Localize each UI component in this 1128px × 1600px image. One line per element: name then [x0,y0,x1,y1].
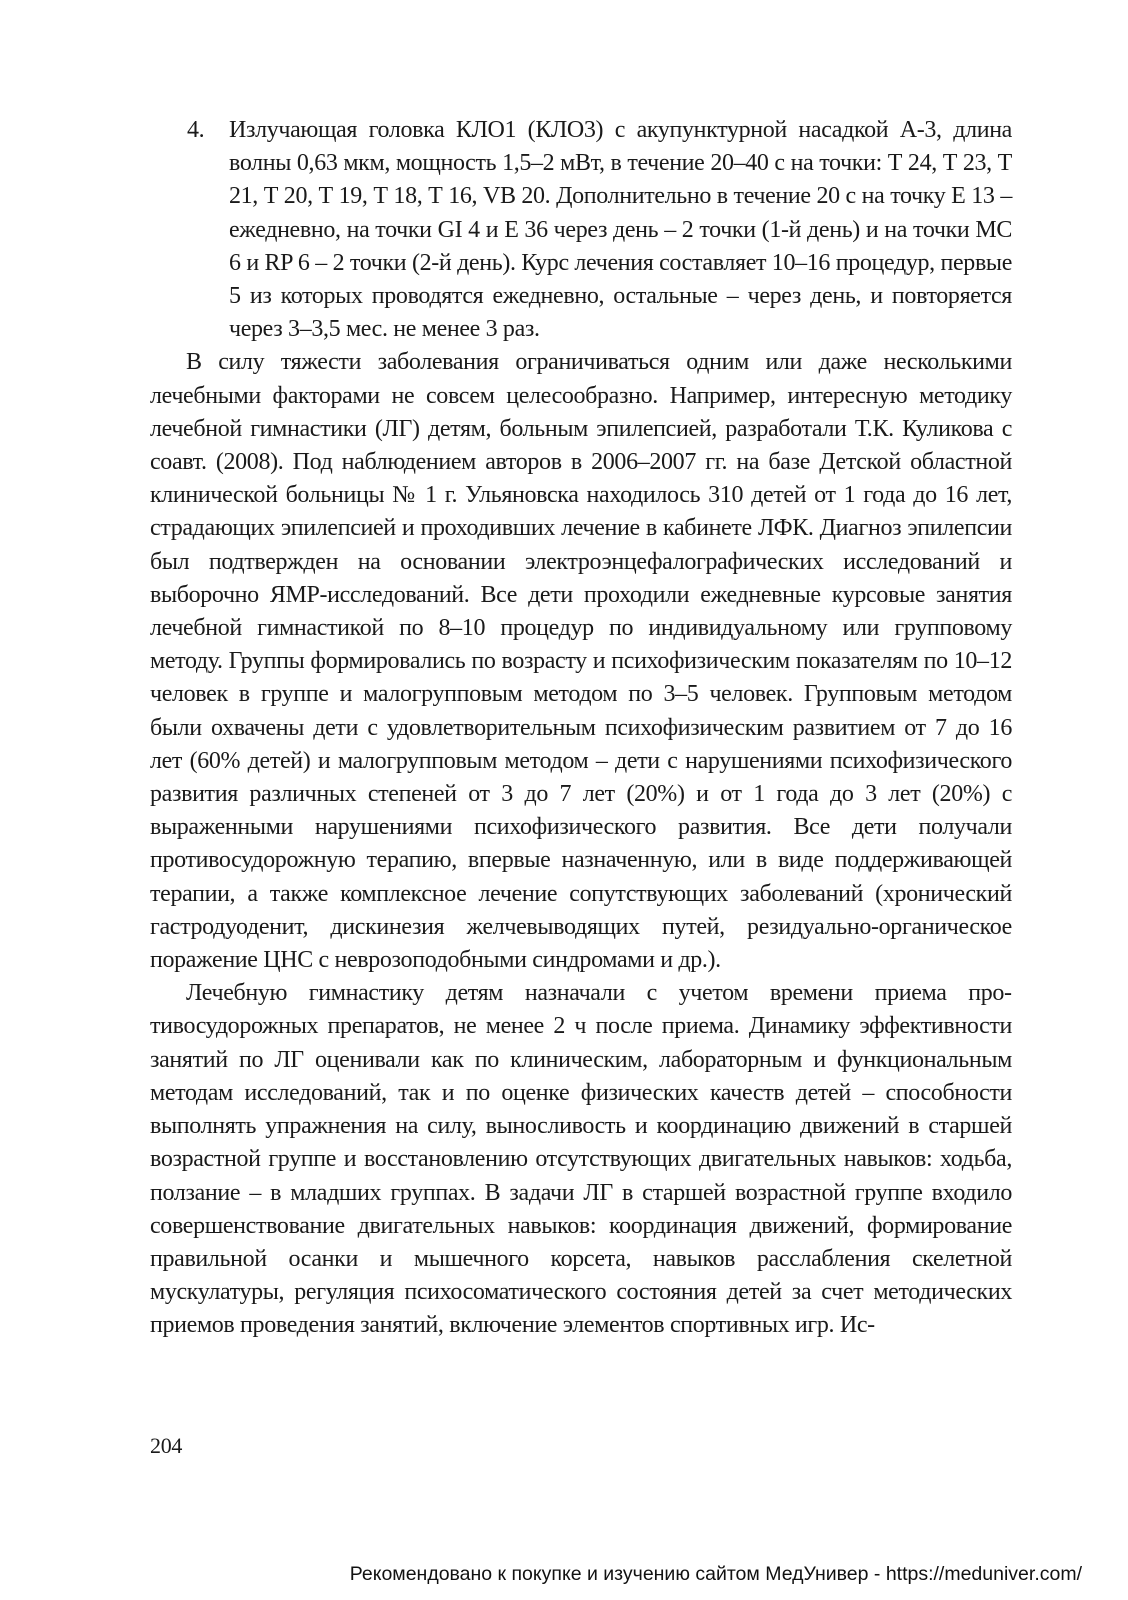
list-number: 4. [187,117,205,143]
page-body [150,114,1012,1343]
footer-recommendation: Рекомендовано к покупке и изучению сайтом МедУнивер - https://meduniver.com/ [349,1563,1082,1585]
list-item-text: Излучающая головка КЛО1 (КЛО3) с акупунктурной насадкой А-3, длина волны 0,63 мкм, мощность 1,5–2 мВт, в течение 20–40 с на точки: Т 24, Т 23, Т 21, Т 20, Т 19, Т 18, Т 16, VB 20. Дополнительно в течение 20 с на точку Е 13 – ежедневно, на точки GI 4 и Е 36 через день – 2 точки (1-й день) и на точки МС 6 и RP 6 – 2 точки (2-й день). Курс лечения составляет 10–16 процедур, первые 5 из которых проводятся ежедневно, остальные – через день, и повторяется через 3–3,5 мес. не менее 3 раз. [229,117,1012,343]
paragraph-2: Лечебную гимнастику детям назначали с учетом времени приема противосудорожных препаратов, не менее 2 ч после приема. Динамику эффективности занятий по ЛГ оценивали как по клиническим, лабораторным и функциональным методам исследований, так и по оценке физических качеств детей – способности выполнять упражнения на силу, выносливость и координацию движений в старшей возрастной группе и восстановлению отсутствующих двигательных навыков: ходьба, ползание – в младших группах. В задачи ЛГ в старшей возрастной группе входило совершенствование двигательных навыков: координация движений, формирование правильной осанки и мышечного корсета, навыков расслабления скелетной мускулатуры, регуляция психосоматического состояния детей за счет методических приемов проведения занятий, включение элементов спортивных игр. Ис- [150,980,1012,1339]
list-item [187,114,1012,346]
page-number: 204 [150,1433,183,1458]
paragraph-1: В силу тяжести заболевания ограничиваться одним или даже несколькими лечебными факторами не совсем целесообразно. Например, интересную методику лечебной гимнастики (ЛГ) детям, больным эпилепсией, разработали Т.К. Куликова с соавт. (2008). Под наблюдением авторов в 2006–2007 гг. на базе Детской областной клинической больницы № 1 г. Ульяновска находилось 310 детей от 1 года до 16 лет, страдающих эпилепсией и проходивших лечение в кабинете ЛФК. Диагноз эпилепсии был подтвержден на основании электроэнцефалографических исследований и выборочно ЯМР-исследований. Все дети проходили ежедневные курсовые занятия лечебной гимнастикой по 8–10 процедур по индивидуальному или групповому методу. Группы формировались по возрасту и психофизическим показателям по 10–12 человек в группе и малогрупповым методом по 3–5 человек. Групповым методом были охвачены дети с удовлетворительным психофизическим развитием от 7 до 16 лет (60% детей) и малогрупповым методом – дети с нарушениями психофизического развития различных степеней от 3 до 7 лет (20%) и от 1 года до 3 лет (20%) с выраженными нарушениями психофизического развития. Все дети получали противосудорожную терапию, впервые назначенную, или в виде поддерживающей терапии, а также комплексное лечение сопутствующих заболеваний (хронический гастродуоденит, дискинезия желчевыводящих путей, резидуально-органическое поражение ЦНС с неврозоподобными синдромами и др.). [150,349,1012,974]
